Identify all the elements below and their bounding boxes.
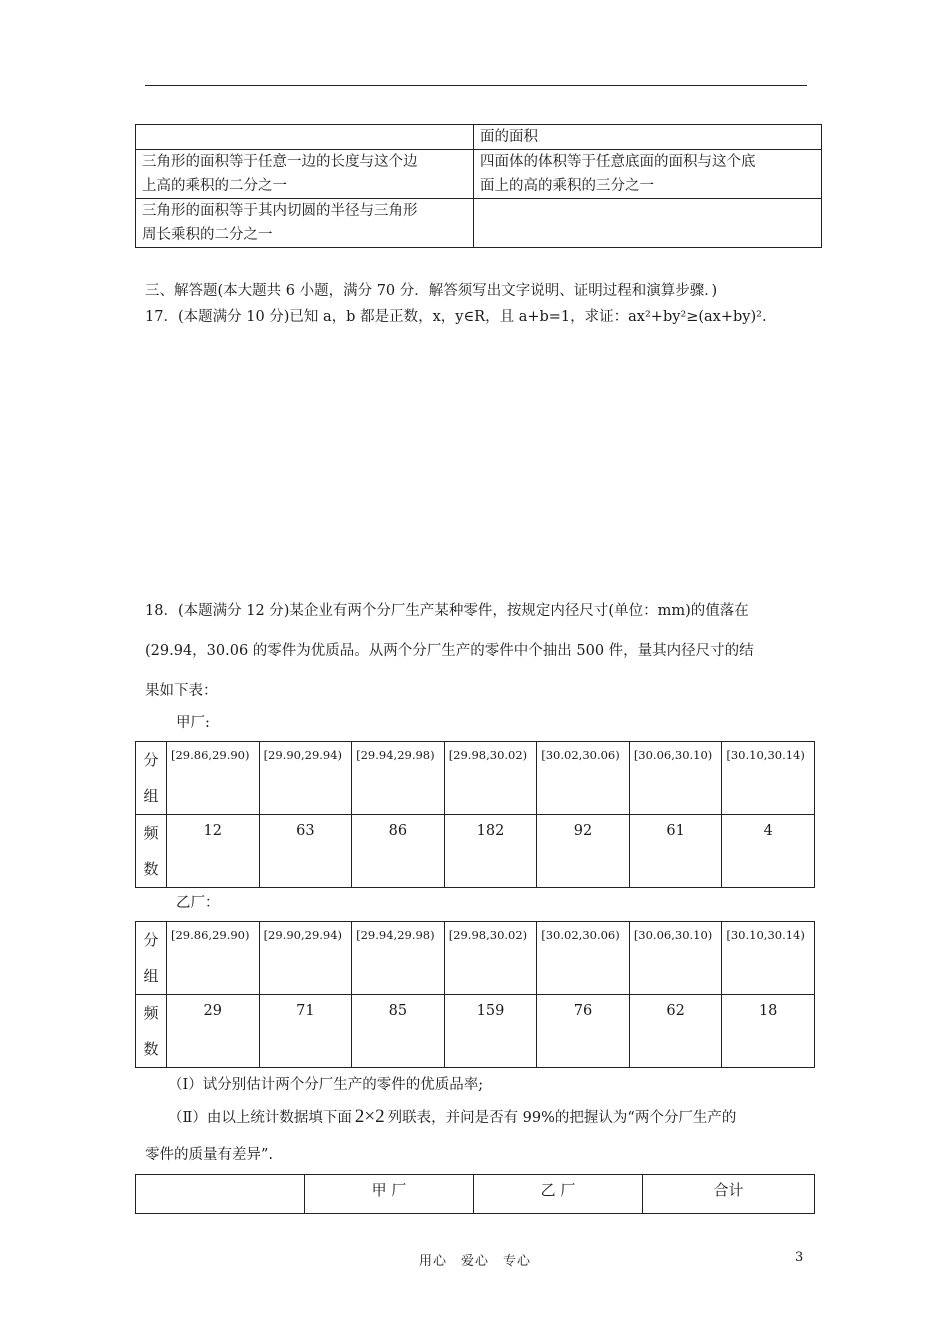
freq-cell: 71 bbox=[259, 995, 352, 1068]
group-cell: [30.06,30.10) bbox=[629, 742, 722, 815]
freq-cell: 63 bbox=[259, 815, 352, 888]
question-18-line: 18．(本题满分 12 分)某企业有两个分厂生产某种零件，按规定内径尺寸(单位：mm)的值落在 bbox=[145, 603, 749, 619]
freq-cell: 86 bbox=[352, 815, 445, 888]
table-cell: 面的面积 bbox=[474, 125, 822, 150]
cell-line: 三角形的面积等于其内切圆的半径与三角形 bbox=[142, 203, 418, 219]
freq-label: 频 数 bbox=[136, 815, 167, 888]
freq-cell: 85 bbox=[352, 995, 445, 1068]
analogy-table bbox=[135, 124, 822, 248]
group-cell: [29.86,29.90) bbox=[167, 922, 260, 995]
page-footer: 用心 爱心 专心 bbox=[418, 1254, 531, 1269]
table-row bbox=[136, 815, 815, 888]
freq-cell: 4 bbox=[722, 815, 815, 888]
table-cell bbox=[474, 199, 822, 248]
group-cell: [30.10,30.14) bbox=[722, 742, 815, 815]
cell-line: 面上的高的乘积的三分之一 bbox=[480, 178, 654, 194]
factory-a-label: 甲厂: bbox=[176, 715, 210, 731]
section-heading: 三、解答题(本大题共 6 小题，满分 70 分．解答须写出文字说明、证明过程和演算步骤．) bbox=[145, 283, 718, 299]
table-row bbox=[136, 1175, 815, 1214]
freq-cell: 76 bbox=[537, 995, 630, 1068]
math-2x2: 2×2 bbox=[354, 1106, 385, 1127]
table-cell bbox=[136, 125, 474, 150]
table-cell bbox=[136, 199, 474, 248]
table-cell bbox=[474, 150, 822, 199]
group-cell: [29.90,29.94) bbox=[259, 922, 352, 995]
freq-cell: 29 bbox=[167, 995, 260, 1068]
question-17: 17．(本题满分 10 分)已知 a，b 都是正数，x，y∈R，且 a+b=1，求证：ax²+by²≥(ax+by)². bbox=[145, 309, 767, 325]
table-row bbox=[136, 995, 815, 1068]
question-18-line: (29.94，30.06 的零件为优质品。从两个分厂生产的零件中个抽出 500 件，量其内径尺寸的结 bbox=[145, 643, 754, 659]
factory-b-label: 乙厂： bbox=[176, 895, 220, 911]
table-row bbox=[136, 742, 815, 815]
factory-b-table bbox=[135, 921, 815, 1068]
freq-cell: 61 bbox=[629, 815, 722, 888]
group-cell: [30.06,30.10) bbox=[629, 922, 722, 995]
group-cell: [29.90,29.94) bbox=[259, 742, 352, 815]
question-18-part1: （Ⅰ）试分别估计两个分厂生产的零件的优质品率; bbox=[168, 1077, 484, 1093]
group-cell: [30.02,30.06) bbox=[537, 742, 630, 815]
freq-label: 频 数 bbox=[136, 995, 167, 1068]
group-cell: [29.86,29.90) bbox=[167, 742, 260, 815]
freq-cell: 62 bbox=[629, 995, 722, 1068]
freq-cell: 159 bbox=[444, 995, 537, 1068]
freq-cell: 92 bbox=[537, 815, 630, 888]
group-label: 分 组 bbox=[136, 742, 167, 815]
part2-text: 列联表，并问是否有 99%的把握认为“两个分厂生产的 bbox=[387, 1110, 737, 1126]
question-18-line: 果如下表： bbox=[145, 683, 218, 699]
question-18-part2-cont: 零件的质量有差异”. bbox=[145, 1147, 274, 1163]
table-cell: 甲 厂 bbox=[305, 1175, 474, 1214]
table-row bbox=[136, 199, 822, 248]
freq-cell: 12 bbox=[167, 815, 260, 888]
table-row bbox=[136, 150, 822, 199]
group-cell: [30.10,30.14) bbox=[722, 922, 815, 995]
group-label: 分 组 bbox=[136, 922, 167, 995]
cell-line: 周长乘积的二分之一 bbox=[142, 227, 273, 243]
contingency-table bbox=[135, 1174, 815, 1214]
table-cell bbox=[136, 150, 474, 199]
table-row bbox=[136, 125, 822, 150]
cell-line: 三角形的面积等于任意一边的长度与这个边 bbox=[142, 154, 418, 170]
table-cell: 合计 bbox=[643, 1175, 815, 1214]
part2-text: （Ⅱ）由以上统计数据填下面 bbox=[168, 1110, 352, 1126]
freq-cell: 18 bbox=[722, 995, 815, 1068]
table-cell bbox=[136, 1175, 305, 1214]
freq-cell: 182 bbox=[444, 815, 537, 888]
factory-a-table bbox=[135, 741, 815, 888]
table-row bbox=[136, 922, 815, 995]
group-cell: [30.02,30.06) bbox=[537, 922, 630, 995]
question-18-part2 bbox=[168, 1106, 736, 1129]
group-cell: [29.98,30.02) bbox=[444, 922, 537, 995]
page-number: 3 bbox=[795, 1250, 804, 1265]
header-rule bbox=[145, 85, 807, 86]
cell-line: 上高的乘积的二分之一 bbox=[142, 178, 287, 194]
group-cell: [29.98,30.02) bbox=[444, 742, 537, 815]
group-cell: [29.94,29.98) bbox=[352, 922, 445, 995]
group-cell: [29.94,29.98) bbox=[352, 742, 445, 815]
cell-line: 四面体的体积等于任意底面的面积与这个底 bbox=[480, 154, 756, 170]
table-cell: 乙 厂 bbox=[474, 1175, 643, 1214]
